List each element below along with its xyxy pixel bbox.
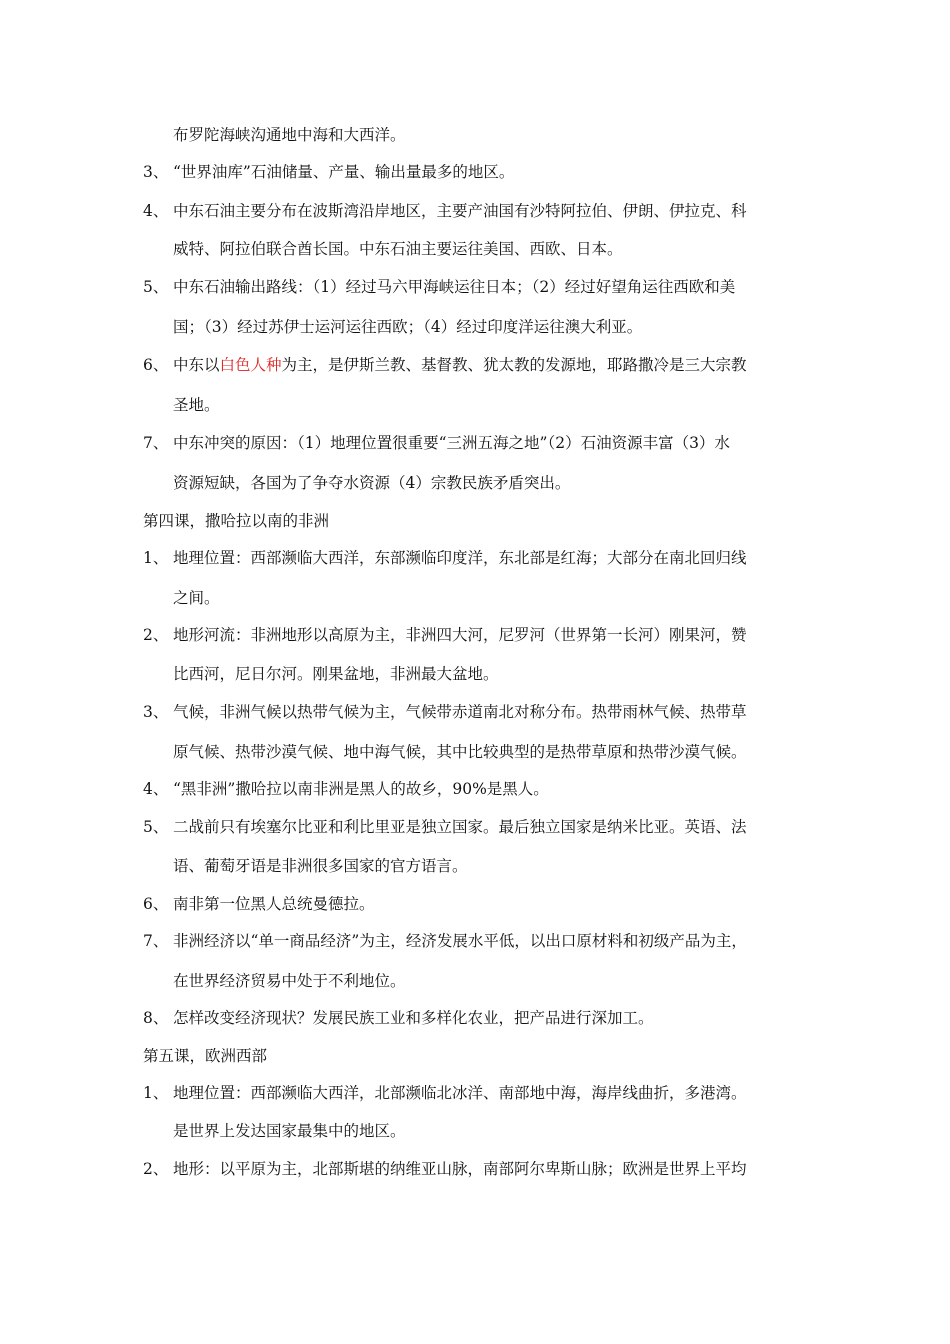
item-number: 5、 (143, 818, 169, 836)
line-text: 比西河，尼日尔河。刚果盆地，非洲最大盆地。 (173, 665, 499, 683)
line-text: 中东冲突的原因：（1）地理位置很重要“三洲五海之地”（2）石油资源丰富（3）水 (173, 434, 730, 452)
line-text: 非洲经济以“单一商品经济”为主，经济发展水平低，以出口原材料和初级产品为主， (173, 932, 747, 950)
line-text (173, 354, 747, 376)
line-text: 怎样改变经济现状？发展民族工业和多样化农业，把产品进行深加工。 (173, 1009, 654, 1027)
line-text: 威特、阿拉伯联合酋长国。中东石油主要运往美国、西欧、日本。 (173, 240, 623, 258)
section-heading: 第四课，撒哈拉以南的非洲 (143, 512, 330, 530)
line-text: 在世界经济贸易中处于不利地位。 (173, 972, 406, 990)
line-text-post: 为主，是伊斯兰教、基督教、犹太教的发源地，耶路撒冷是三大宗教 (281, 356, 747, 374)
item-number: 5、 (143, 278, 169, 296)
item-number: 2、 (143, 626, 169, 644)
line-text: 南非第一位黑人总统曼德拉。 (173, 895, 375, 913)
item-number: 7、 (143, 932, 169, 950)
item-number: 3、 (143, 703, 169, 721)
line-text: 资源短缺，各国为了争夺水资源（4）宗教民族矛盾突出。 (173, 474, 571, 492)
item-number: 1、 (143, 1084, 169, 1102)
line-text: 布罗陀海峡沟通地中海和大西洋。 (173, 126, 406, 144)
item-number: 2、 (143, 1160, 169, 1178)
line-text: 二战前只有埃塞尔比亚和利比里亚是独立国家。最后独立国家是纳米比亚。英语、法 (173, 818, 747, 836)
section-heading: 第五课，欧洲西部 (143, 1047, 268, 1065)
line-text: 地理位置：西部濒临大西洋，东部濒临印度洋，东北部是红海；大部分在南北回归线 (173, 549, 747, 567)
line-text: 是世界上发达国家最集中的地区。 (173, 1122, 406, 1140)
line-text: “世界油库”石油储量、产量、输出量最多的地区。 (173, 163, 515, 181)
line-text-pre: 中东以 (173, 356, 220, 374)
highlighted-term: 白色人种 (219, 356, 282, 374)
item-number: 3、 (143, 163, 169, 181)
item-number: 8、 (143, 1009, 169, 1027)
item-number: 4、 (143, 202, 169, 220)
line-text: 地形：以平原为主，北部斯堪的纳维亚山脉，南部阿尔卑斯山脉；欧洲是世界上平均 (173, 1160, 747, 1178)
line-text: 中东石油输出路线：（1）经过马六甲海峡运往日本；（2）经过好望角运往西欧和美 (173, 278, 736, 296)
line-text: “黑非洲”撒哈拉以南非洲是黑人的故乡，90%是黑人。 (173, 780, 549, 798)
item-number: 7、 (143, 434, 169, 452)
line-text: 中东石油主要分布在波斯湾沿岸地区，主要产油国有沙特阿拉伯、伊朗、伊拉克、科 (173, 202, 747, 220)
item-number: 1、 (143, 549, 169, 567)
line-text: 国；（3）经过苏伊士运河运往西欧；（4）经过印度洋运往澳大利亚。 (173, 318, 643, 336)
line-text: 气候，非洲气候以热带气候为主，气候带赤道南北对称分布。热带雨林气候、热带草 (173, 703, 747, 721)
line-text: 之间。 (173, 589, 220, 607)
line-text: 圣地。 (173, 396, 220, 414)
line-text: 地形河流：非洲地形以高原为主，非洲四大河，尼罗河（世界第一长河）刚果河，赞 (173, 626, 747, 644)
line-text: 语、葡萄牙语是非洲很多国家的官方语言。 (173, 857, 468, 875)
item-number: 6、 (143, 356, 169, 374)
item-number: 6、 (143, 895, 169, 913)
line-text: 原气候、热带沙漠气候、地中海气候，其中比较典型的是热带草原和热带沙漠气候。 (173, 743, 747, 761)
line-text: 地理位置：西部濒临大西洋，北部濒临北冰洋、南部地中海，海岸线曲折，多港湾。 (173, 1084, 747, 1102)
item-number: 4、 (143, 780, 169, 798)
